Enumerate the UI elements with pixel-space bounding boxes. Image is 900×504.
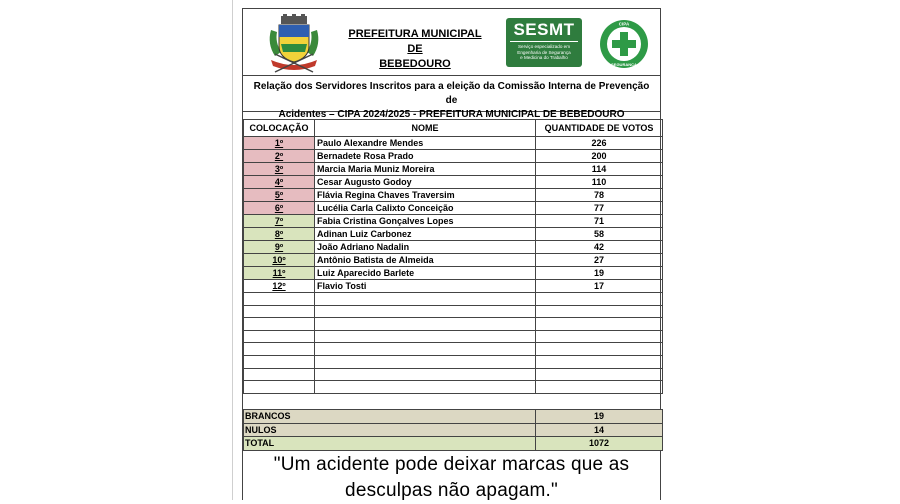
empty-row bbox=[244, 381, 663, 394]
sesmt-logo-word: SESMT bbox=[513, 20, 575, 39]
empty-row bbox=[244, 355, 663, 368]
cipa-logo-icon bbox=[599, 19, 649, 69]
row-position: 2º bbox=[244, 150, 315, 163]
sesmt-logo-divider bbox=[510, 41, 578, 42]
row-votes: 77 bbox=[536, 202, 663, 215]
row-name: Flávia Regina Chaves Traversim bbox=[315, 189, 536, 202]
total-row bbox=[244, 437, 663, 451]
table-header-row bbox=[244, 120, 663, 137]
table-row bbox=[244, 150, 663, 163]
row-position: 3º bbox=[244, 163, 315, 176]
row-position: 11º bbox=[244, 267, 315, 280]
row-name: Lucélia Carla Calixto Conceição bbox=[315, 202, 536, 215]
relacao-heading bbox=[243, 75, 660, 120]
sesmt-logo-subtitle bbox=[506, 44, 582, 61]
prefeitura-title-line2: BEBEDOURO bbox=[379, 58, 451, 70]
row-votes: 114 bbox=[536, 163, 663, 176]
row-votes: 27 bbox=[536, 254, 663, 267]
row-position: 6º bbox=[244, 202, 315, 215]
row-position: 4º bbox=[244, 176, 315, 189]
prefeitura-title bbox=[341, 27, 489, 72]
table-row bbox=[244, 280, 663, 293]
relacao-line1: Relação dos Servidores Inscritos para a eleição da Comissão Interna de Prevenção de bbox=[253, 81, 650, 106]
sesmt-sub-line2: Engenharia de Segurança bbox=[517, 49, 571, 55]
row-name: Paulo Alexandre Mendes bbox=[315, 137, 536, 150]
row-votes: 78 bbox=[536, 189, 663, 202]
empty-row bbox=[244, 368, 663, 381]
row-position: 7º bbox=[244, 215, 315, 228]
table-row bbox=[244, 254, 663, 267]
cipa-logo-bottom-text: SEGURANÇA bbox=[611, 62, 637, 67]
safety-quote bbox=[243, 452, 660, 504]
nulos-row bbox=[244, 423, 663, 437]
row-votes: 42 bbox=[536, 241, 663, 254]
row-votes: 226 bbox=[536, 137, 663, 150]
municipal-crest-icon bbox=[265, 14, 323, 74]
row-name: Antônio Batista de Almeida bbox=[315, 254, 536, 267]
table-row bbox=[244, 137, 663, 150]
row-name: Marcia Maria Muniz Moreira bbox=[315, 163, 536, 176]
table-row bbox=[244, 189, 663, 202]
table-row bbox=[244, 241, 663, 254]
brancos-value: 19 bbox=[536, 410, 663, 424]
row-name: Cesar Augusto Godoy bbox=[315, 176, 536, 189]
row-votes: 58 bbox=[536, 228, 663, 241]
table-row bbox=[244, 176, 663, 189]
nulos-label: NULOS bbox=[244, 423, 536, 437]
table-row bbox=[244, 163, 663, 176]
document-page bbox=[242, 8, 661, 500]
sesmt-logo bbox=[506, 18, 582, 67]
row-name: João Adriano Nadalin bbox=[315, 241, 536, 254]
prefeitura-title-line1: PREFEITURA MUNICIPAL DE bbox=[348, 28, 482, 55]
candidates-table bbox=[243, 119, 663, 394]
empty-row bbox=[244, 330, 663, 343]
total-label: TOTAL bbox=[244, 437, 536, 451]
table-row bbox=[244, 202, 663, 215]
table-row bbox=[244, 228, 663, 241]
row-position: 12º bbox=[244, 280, 315, 293]
brancos-row bbox=[244, 410, 663, 424]
sesmt-sub-line3: e Medicina do Trabalho bbox=[520, 55, 568, 60]
row-name: Flavio Tosti bbox=[315, 280, 536, 293]
row-votes: 19 bbox=[536, 267, 663, 280]
row-position: 9º bbox=[244, 241, 315, 254]
table-row bbox=[244, 215, 663, 228]
empty-row bbox=[244, 318, 663, 331]
candidates-body bbox=[244, 137, 663, 394]
relacao-line2: Acidentes – CIPA 2024/2025 - PREFEITURA MUNICIPAL DE BEBEDOURO bbox=[278, 109, 625, 120]
cipa-logo-top-text: CIPA bbox=[618, 21, 630, 27]
row-position: 10º bbox=[244, 254, 315, 267]
sesmt-sub-line1: Serviço especializado em bbox=[517, 44, 571, 49]
row-position: 1º bbox=[244, 137, 315, 150]
empty-row bbox=[244, 305, 663, 318]
brancos-label: BRANCOS bbox=[244, 410, 536, 424]
column-header-nome: NOME bbox=[315, 120, 536, 137]
column-header-colocacao: COLOCAÇÃO bbox=[244, 120, 315, 137]
row-position: 8º bbox=[244, 228, 315, 241]
document-header bbox=[243, 9, 660, 75]
nulos-value: 14 bbox=[536, 423, 663, 437]
row-name: Adinan Luiz Carbonez bbox=[315, 228, 536, 241]
row-name: Luiz Aparecido Barlete bbox=[315, 267, 536, 280]
row-name: Bernadete Rosa Prado bbox=[315, 150, 536, 163]
row-votes: 200 bbox=[536, 150, 663, 163]
totals-table bbox=[243, 409, 663, 451]
safety-quote-line2: desculpas não apagam." bbox=[345, 480, 558, 501]
table-row bbox=[244, 267, 663, 280]
total-value: 1072 bbox=[536, 437, 663, 451]
page-left-rule bbox=[232, 0, 233, 500]
empty-row bbox=[244, 343, 663, 356]
row-position: 5º bbox=[244, 189, 315, 202]
row-name: Fabia Cristina Gonçalves Lopes bbox=[315, 215, 536, 228]
row-votes: 71 bbox=[536, 215, 663, 228]
safety-quote-line1: "Um acidente pode deixar marcas que as bbox=[273, 454, 630, 475]
column-header-votos: QUANTIDADE DE VOTOS bbox=[536, 120, 663, 137]
empty-row bbox=[244, 293, 663, 306]
row-votes: 110 bbox=[536, 176, 663, 189]
row-votes: 17 bbox=[536, 280, 663, 293]
